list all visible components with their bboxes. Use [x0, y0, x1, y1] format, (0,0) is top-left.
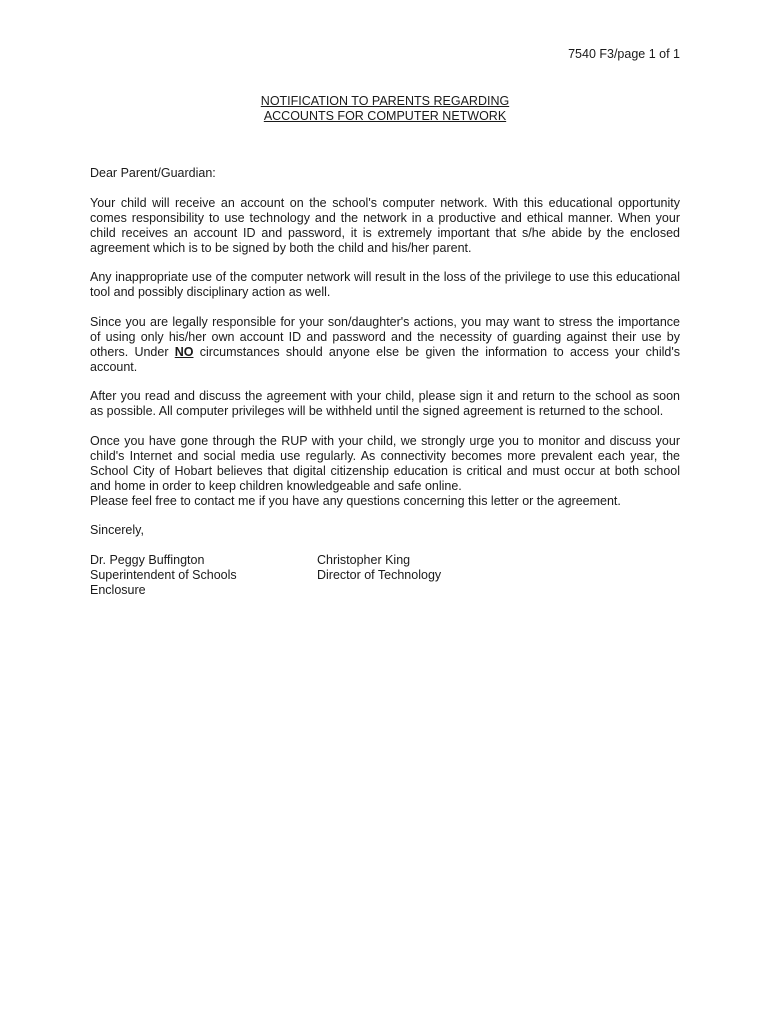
paragraph-inappropriate-use: Any inappropriate use of the computer network will result in the loss of the privilege to use this educational tool and possibly disciplinary action as well. — [90, 270, 680, 299]
paragraph-responsibility-part-2: circumstances should anyone else be given the information to access your child's account. — [90, 344, 680, 374]
paragraph-contact: Please feel free to contact me if you have any questions concerning this letter or the agreement. — [90, 493, 621, 508]
enclosure-note: Enclosure — [90, 582, 146, 597]
document-title — [0, 94, 770, 124]
signer-superintendent — [90, 553, 317, 583]
paragraph-sign-return: After you read and discuss the agreement with your child, please sign it and return to the school as soon as possible. All computer privileges will be withheld until the signed agreement is returned to the school. — [90, 389, 680, 418]
letter-body — [90, 166, 680, 598]
signer-technology-director — [317, 553, 544, 583]
paragraph-account: Your child will receive an account on the school's computer network. With this educational opportunity comes responsibility to use technology and the network in a productive and ethical manner. When your child receives an account ID and password, it is extremely important that s/he abide by the enclosed agreement which is to be signed by both the child and his/her parent. — [90, 195, 680, 255]
paragraph-rup: Once you have gone through the RUP with your child, we strongly urge you to monitor and discuss your child's Internet and social media use regularly. As connectivity becomes more prevalent each year, the School City of Hobart believes that digital citizenship education is critical and must occur at both school and home in order to keep children knowledgeable and safe online. — [90, 433, 680, 493]
signer-title: Superintendent of Schools — [90, 567, 237, 582]
signer-title: Director of Technology — [317, 567, 442, 582]
emphasis-no: NO — [174, 344, 194, 359]
paragraph-responsibility-part-1: Since you are legally responsible for your son/daughter's actions, you may want to stress the importance of using only his/her own account ID and password and the necessity of guarding against their use by others. Under — [90, 314, 680, 359]
salutation: Dear Parent/Guardian: — [90, 166, 216, 180]
paragraph-responsibility — [90, 315, 680, 375]
signer-name: Christopher King — [317, 552, 411, 567]
signature-block — [90, 553, 680, 583]
closing: Sincerely, — [90, 523, 144, 537]
title-line-1: NOTIFICATION TO PARENTS REGARDING — [260, 94, 510, 108]
signer-name: Dr. Peggy Buffington — [90, 552, 205, 567]
page-reference: 7540 F3/page 1 of 1 — [568, 47, 680, 61]
title-line-2: ACCOUNTS FOR COMPUTER NETWORK — [263, 109, 507, 123]
